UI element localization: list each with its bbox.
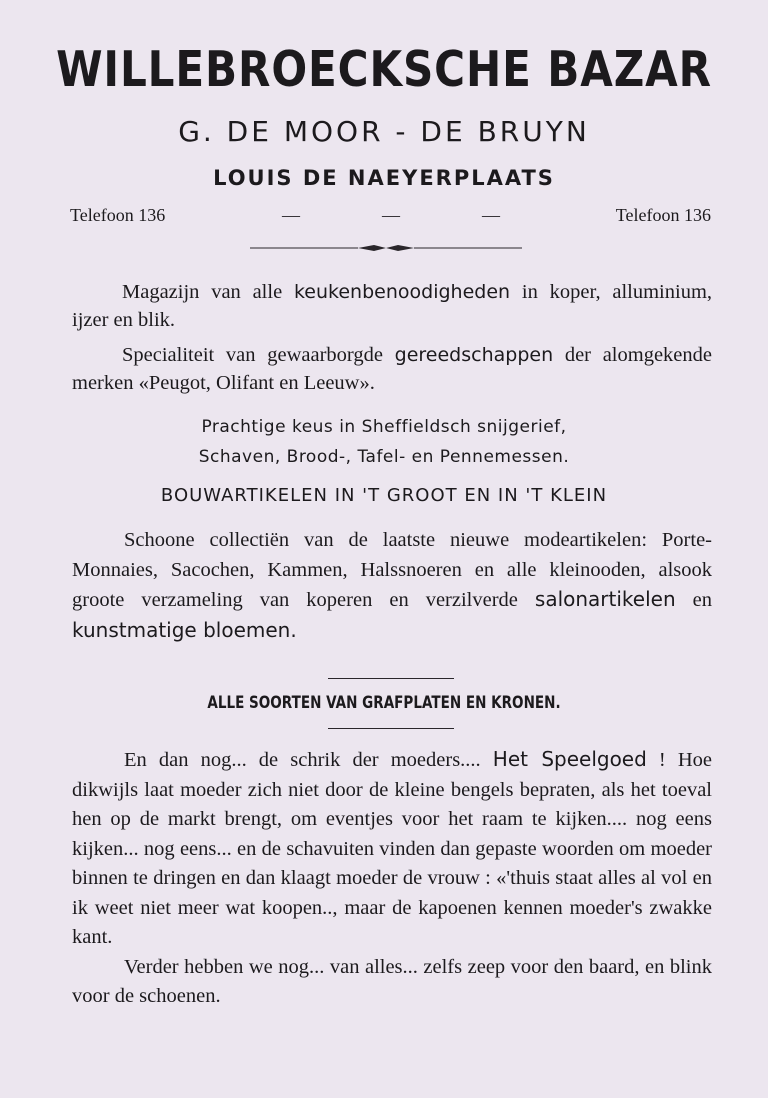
kitchen-rest: in koper, alluminium, ijzer en blik. <box>72 281 713 331</box>
dash-separator: — <box>382 205 400 225</box>
tools-paragraph <box>72 341 712 397</box>
cutlery-line-1: Prachtige keus in Sheffieldsch snijgerief, <box>201 417 567 437</box>
tools-lead: Specialiteit van gewaarborgde <box>122 344 383 366</box>
kitchen-emphasis: keukenbenoodigheden <box>293 281 511 303</box>
collection-paragraph <box>72 526 712 646</box>
cutlery-line-2: Schaven, Brood-, Tafel- en Pennemessen. <box>198 447 570 467</box>
collection-lead: Schoone collectiën van de laatste nieuwe modeartikelen: Porte-Monnaies, Sacochen, Kammen, Halssnoeren en alle kleinooden, alsook groote verzameling van koperen en verzilverde <box>72 529 712 611</box>
shop-title: WILLEBROECKSCHE BAZAR <box>56 41 712 98</box>
tools-rest: der alomgekende merken «Peugot, Olifant en Leeuw». <box>72 344 712 394</box>
divider-rule <box>328 728 454 729</box>
grave-heading: ALLE SOORTEN VAN GRAFPLATEN EN KRONEN. <box>207 693 561 712</box>
collection-emphasis-2: kunstmatige bloemen. <box>72 617 297 642</box>
dash-separator: — <box>482 205 500 225</box>
owner-name: G. DE MOOR - DE BRUYN <box>178 115 590 148</box>
toys-rest: ! Hoe dikwijls laat moeder zich niet door de kleine bengels bepraten, als het toeval hen op de markt brengt, om eventjes voor het raam te kijken.... nog eens kijken... nog eens... en de schavuiten vinden dan gepaste woorden om moeder binnen te dringen en dan klaagt moeder de vrouw : «'thuis staat alles al vol en ik weet niet meer wat koopen.., maar de kapoenen kennen moeder's zwakke kant. <box>72 749 713 948</box>
kitchen-lead: Magazijn van alle <box>122 281 283 303</box>
toys-paragraph <box>72 745 712 1012</box>
dash-separator: — <box>282 205 300 225</box>
phone-row <box>70 202 711 228</box>
building-heading: BOUWARTIKELEN IN 'T GROOT EN IN 'T KLEIN <box>160 485 608 506</box>
collection-emphasis-1: salonartikelen <box>534 587 676 611</box>
shop-address: LOUIS DE NAEYERPLAATS <box>213 166 555 190</box>
tools-emphasis: gereedschappen <box>394 344 554 366</box>
divider-rule <box>328 678 454 679</box>
phone-left: Telefoon 136 <box>70 205 166 225</box>
kitchen-paragraph <box>72 278 712 334</box>
ornament-divider <box>250 240 522 254</box>
phone-right: Telefoon 136 <box>615 205 711 225</box>
toys-emphasis: Het Speelgoed <box>492 747 647 771</box>
closing-text: Verder hebben we nog... van alles... zelfs zeep voor den baard, en blink voor de schoenen. <box>72 955 712 1007</box>
collection-mid: en <box>692 589 713 611</box>
toys-lead: En dan nog... de schrik der moeders.... <box>124 749 481 771</box>
